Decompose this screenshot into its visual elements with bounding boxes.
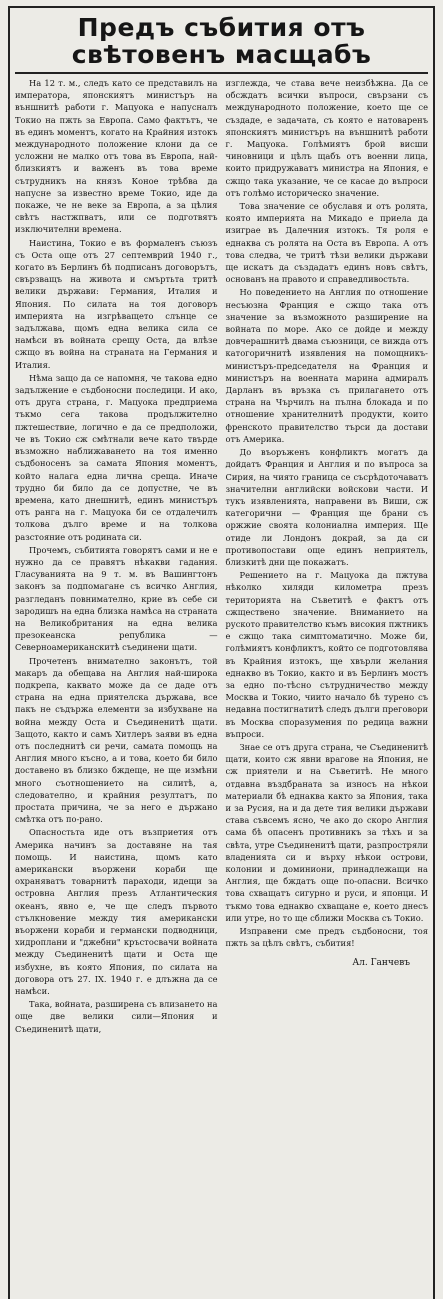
paragraph: Така, войната, разширена съ влизането на още две велики сили—Япония и Съединенитѣ щати,: [15, 999, 218, 1034]
author-signature: Ал. Ганчевъ: [352, 958, 410, 969]
right-column: [226, 77, 429, 1035]
paragraph: Решението на г. Мацуока да пжтува нѣколко хиляди километра презъ територията на Съветитѣ е фактъ отъ сжществено значение. Вниманието на руското правителство къмъ високия пжтникъ е сжщо така симптоматично. Може би, голѣмиятъ конфликтъ, който се подготовлява въ Крайния изтокъ, ще хвърли желания еднакво въ Токио, както и въ Берлинъ мостъ за едно по-тѣсно сътрудничество между Москва и Токио, чиито начало бѣ турено съ недавна постигнатитѣ следъ дълги преговори въ Москва споразумения по редица важни въпроси.: [225, 570, 428, 739]
paragraph: До въоръженъ конфликтъ могатъ да дойдатъ Франция и Англия и по въпроса за Сирия, на чиято граница се съсрѣдоточаватъ значителни английски войскови части. И тукъ изявленията, направени въ Виши, сж категорични — Франция ще брани съ оржжие своята колониална империя. Ще отиде ли Лондонъ докрай, за да си противопостави още единъ неприятель, близкитѣ дни ще покажатъ.: [225, 447, 428, 567]
headline-line-2: свѣтовенъ масщабъ: [71, 40, 372, 69]
paragraph: Нѣма защо да се напомня, че такова едно задължение е съдбоносни последици. И ако, отъ друга страна, г. Мацуока предприема тъкмо сега такова продължително пжтешествие, логично е да се предположи, че въ Токио сж смѣтнали вече като твърде възможно наближаването на тоя именно съдбоносенъ за самата Япония моментъ, който налага една лична среща. Иначе трудно би било да се допустне, че въ времена, като днешнитѣ, единъ министъръ отъ ранга на г. Мацуока би се отдалечилъ толкова дълго време и на толкова разстояние отъ родината си.: [15, 372, 218, 542]
paragraph: Прочемъ, събитията говорятъ сами и не е нужно да се правятъ нѣкакви гадания. Гласуванията на 9 т. м. въ Вашингтонъ законъ за подпомагане съ всичко Англия, разгледанъ повнимателно, крие въ себе си зародишъ на една близка намѣса на страната на Великобритания на една велика презокеанска република — Северноамериканскитѣ съединени щати.: [15, 544, 218, 653]
paragraph: Знае се отъ друга страна, че Съединенитѣ щати, които сж явни врагове на Япония, не сж приятели и на Съветитѣ. Не много отдавна въздбраната за износъ на нѣкои материали бѣ еднаква както за Япония, така и за Русия, на и да дете тия велики държави става съвсемъ ясно, че ако до скоро Англия сама бѣ опасенъ противникъ за тѣхъ и за свѣта, утре Съединенитѣ щати, разпростряли владенията си и върху нѣкои острови, колонии и доминиони, принадлежащи на Англия, ще бждатъ още по-опасни. Всичко това схващатъ сигурно и руси, и японци. И тъкмо това еднакво схващане е, което днесъ или утре, но то ще сближи Москва съ Токио.: [225, 741, 428, 923]
paragraph: Прочетенъ внимателно законътъ, той макаръ да обещава на Англия най-широка подкрепа, каквато може да се даде отъ страна на една приятелска държава, все пакъ не съдържа елементи за избухване на война между Оста и Съединенитѣ щати. Защото, както и самъ Хитлеръ заяви въ една отъ последнитѣ си речи, самата помощь на Англия много късно, а и това, което би било доставено въ близко бждеще, не ще измѣни много съотношението на силитѣ, а, следователно, и крайния резултатъ, по простата причина, че за него е държано смѣтка отъ по-рано.: [15, 655, 218, 825]
paragraph: Това значение се обуславя и отъ ролята, която империята на Микадо е приела да изиграе въ Далечния изтокъ. Тя роля е еднаква съ ролята на Оста въ Европа. А отъ това следва, че тритѣ тѣзи велики държави ще искатъ да създадатъ единъ новъ свѣтъ, основанъ на правото и справедливостьта.: [225, 201, 428, 285]
article-frame: [8, 6, 435, 1299]
paragraph: Наистина, Токио е въ формаленъ съюзъ съ Оста още отъ 27 септемврий 1940 г., когато въ Берлинъ бѣ подписанъ договорътъ, свързващъ на живота и смъртьта тритѣ велики държави: Германия, Италия и Япония. По силата на тоя договоръ империята на изгрѣващето слънце се задължава, щомъ една велика сила се намѣси въ войната срещу Оста, да влѣзе сжщо въ война на страната на Германия и Италия.: [15, 237, 218, 370]
paragraph: На 12 т. м., следъ като се представилъ на императора, японскиятъ министъръ на външнитѣ работи г. Мацуока е напусналъ Токио на пжть за Европа. Само фактътъ, че въ единъ моментъ, когато на Крайния изтокъ международното положение клони да се усложни не малко отъ това въ Европа, най-близкиятъ и важенъ въ това време сътрудникъ на князъ Коное трѣбва да напусне за известно време Токио, иде да покаже, че не веке за Европа, а за цѣлия свѣтъ настжпватъ, или се подготвятъ изключителни времена.: [15, 78, 218, 235]
article-body: [15, 77, 428, 1035]
left-column: [15, 77, 218, 1035]
paragraph: изглежда, че става вече неизбѣжна. Да се обсждатъ всички въпроси, свързани съ международното положение, което ще се създаде, е задачата, съ която е натоваренъ японскиятъ министъръ на външнитѣ работи г. Мацуока. Голѣмиятъ брой висши чиновници и цѣлъ щабъ отъ военни лица, които придружаватъ министра на Япония, е сжщо така указание, че се касае до въпроси отъ голѣмо историческо значение.: [225, 78, 428, 198]
headline-line-1: Предъ събития отъ: [77, 13, 366, 42]
article-headline: [15, 14, 428, 68]
headline-rule: [15, 72, 428, 74]
paragraph: Опасностьта иде отъ възприетия отъ Америка начинъ за доставяне на тая помощь. И наистина, щомъ като американски въоржени кораби ще охраняватъ товарнитѣ параходи, идещи за островна Англия презъ Атлантическия океанъ, явно е, че ще следъ първото стълкновение между тия американски въоржени кораби и германски подводници, хидроплани и "джебни" кръстосвачи войната между Съединенитѣ щати и Оста ще избухне, въ която Япония, по силата на договора отъ 27. IX. 1940 г. е длъжна да се намѣси.: [15, 827, 218, 997]
paragraph: Изправени сме предъ съдбоносни, тоя пжть за цѣлъ свѣтъ, събития!: [225, 926, 428, 949]
paragraph: Но поведението на Англия по отношение несъюзна Франция е сжщо така отъ значение за възможното разширение на войната по море. Ако се дойде и между довчерашнитѣ двама съюзници, се вижда отъ катогоричнитѣ изявления на помощникъ-министъръ-председателя на Франция и министъръ на военната марина адмиралъ Дарланъ въ връзка съ прилагането отъ страна на Чърчилъ на пълна блокада и по отношение хранителнитѣ продукти, които френското правителство търси да достави отъ Америка.: [225, 287, 428, 444]
